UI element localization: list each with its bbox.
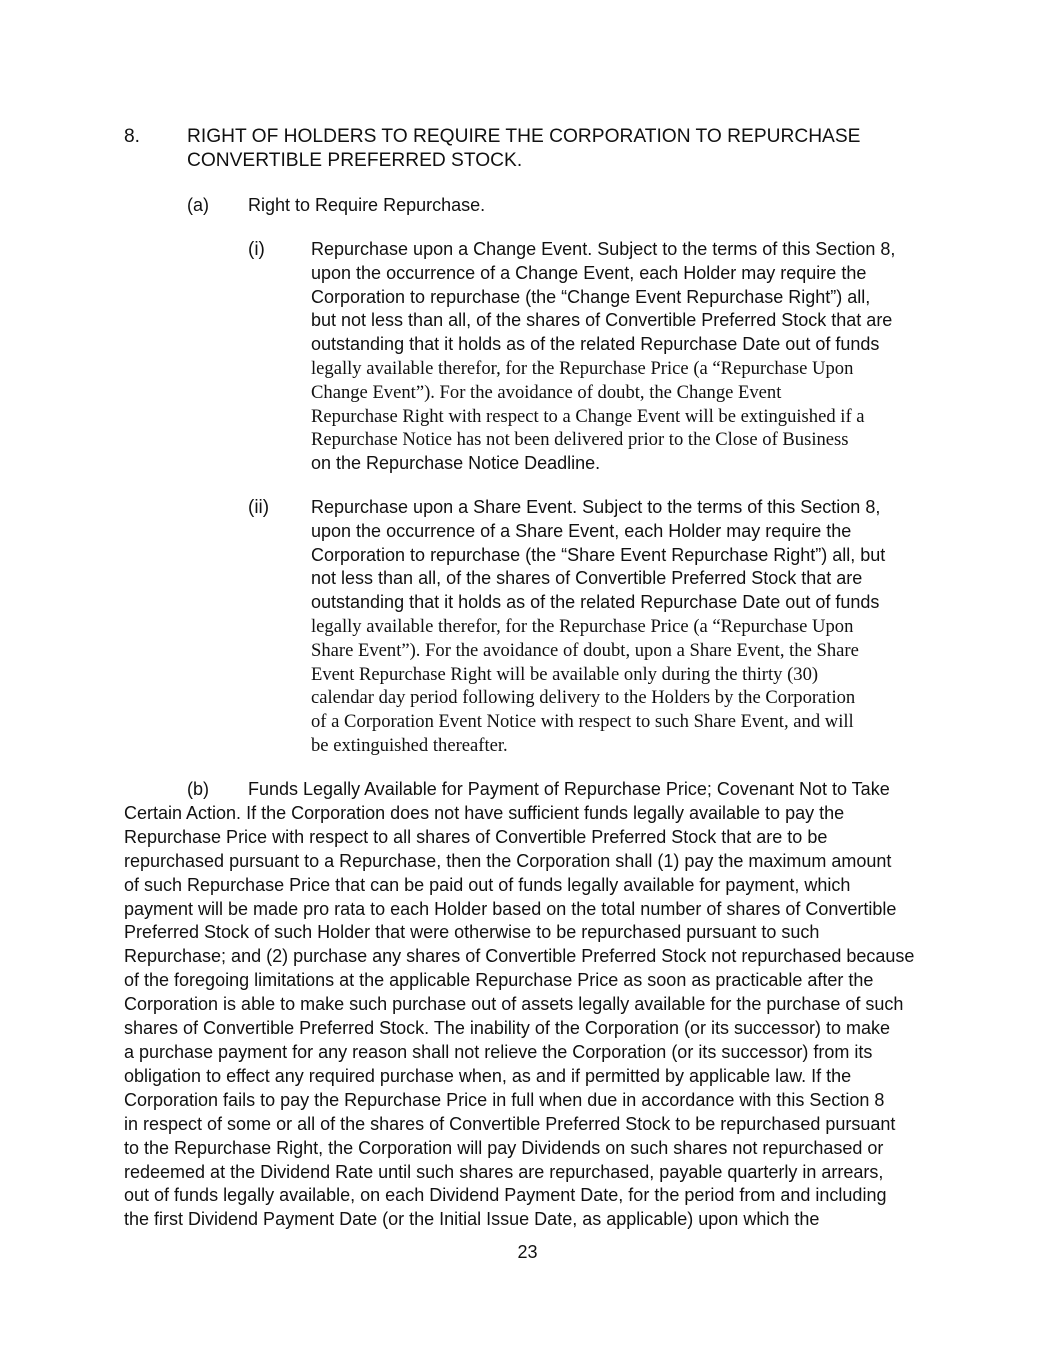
paragraph-line: Corporation to repurchase (the “Share Event Repurchase Right”) all, but — [311, 544, 886, 565]
paragraph-line: to the Repurchase Right, the Corporation will pay Dividends on such shares not repurchased or — [124, 1137, 884, 1158]
paragraph-line: of the foregoing limitations at the applicable Repurchase Price as soon as practicable after the — [124, 970, 874, 991]
paragraph-line: outstanding that it holds as of the related Repurchase Date out of funds — [311, 334, 880, 355]
subsection-b-label: (b) — [187, 779, 209, 799]
paragraph-line: payment will be made pro rata to each Holder based on the total number of shares of Convertible — [124, 898, 897, 919]
paragraph-line: Corporation fails to pay the Repurchase Price in full when due in accordance with this Section 8 — [124, 1089, 885, 1110]
paragraph-line: outstanding that it holds as of the related Repurchase Date out of funds — [311, 592, 880, 613]
page-number: 23 — [517, 1242, 538, 1262]
paragraph-line: Repurchase Price with respect to all shares of Convertible Preferred Stock that are to be — [124, 826, 828, 847]
subsection-b-paragraph — [124, 778, 944, 1232]
paragraph-line: on the Repurchase Notice Deadline. — [311, 453, 601, 474]
paragraph-line: repurchased pursuant to a Repurchase, then the Corporation shall (1) pay the maximum amount — [124, 850, 892, 871]
paragraph-line: the first Dividend Payment Date (or the Initial Issue Date, as applicable) upon which the — [124, 1209, 820, 1230]
item-ii-label: (ii) — [248, 497, 270, 518]
paragraph-line: Change Event”). For the avoidance of doubt, the Change Event — [311, 381, 782, 403]
item-i-body — [311, 238, 936, 476]
paragraph-line: Share Event”). For the avoidance of doubt, upon a Share Event, the Share — [311, 639, 859, 661]
paragraph-line: legally available therefor, for the Repurchase Price (a “Repurchase Upon — [311, 615, 854, 637]
paragraph-line: Repurchase upon a Share Event. Subject to the terms of this Section 8, — [311, 497, 881, 517]
paragraph-line: calendar day period following delivery to the Holders by the Corporation — [311, 687, 856, 709]
paragraph-line: shares of Convertible Preferred Stock. The inability of the Corporation (or its successor) to make — [124, 1018, 891, 1039]
item-i-label: (i) — [248, 239, 265, 260]
section-title-line: CONVERTIBLE PREFERRED STOCK. — [187, 150, 523, 171]
subsection-a-label: (a) — [187, 195, 209, 215]
paragraph-line: obligation to effect any required purchase when, as and if permitted by applicable law. If the — [124, 1065, 852, 1086]
paragraph-line: of a Corporation Event Notice with respect to such Share Event, and will — [311, 711, 854, 733]
paragraph-line: be extinguished thereafter. — [311, 734, 508, 756]
paragraph-line: Certain Action. If the Corporation does not have sufficient funds legally available to pay the — [124, 802, 845, 823]
paragraph-line: Preferred Stock of such Holder that were otherwise to be repurchased pursuant to such — [124, 922, 820, 943]
section-title — [187, 125, 927, 173]
paragraph-line: Repurchase upon a Change Event. Subject to the terms of this Section 8, — [311, 239, 896, 259]
paragraph-line: Event Repurchase Right will be available only during the thirty (30) — [311, 663, 819, 685]
item-ii-body — [311, 496, 936, 758]
paragraph-line: but not less than all, of the shares of Convertible Preferred Stock that are — [311, 310, 893, 331]
paragraph-line: not less than all, of the shares of Convertible Preferred Stock that are — [311, 568, 863, 589]
subsection-b-title: Funds Legally Available for Payment of Repurchase Price; Covenant Not to Take — [248, 779, 890, 799]
paragraph-line: upon the occurrence of a Share Event, each Holder may require the — [311, 520, 852, 541]
subsection-b-first-line — [124, 778, 944, 802]
paragraph-line: redeemed at the Dividend Rate until such shares are repurchased, payable quarterly in arrears, — [124, 1161, 884, 1182]
paragraph-line: Repurchase Notice has not been delivered prior to the Close of Business — [311, 429, 849, 451]
paragraph-line: Repurchase Right with respect to a Change Event will be extinguished if a — [311, 405, 865, 427]
paragraph-line: in respect of some or all of the shares of Convertible Preferred Stock to be repurchased pursuant — [124, 1113, 896, 1134]
subsection-a-title: Right to Require Repurchase. — [248, 195, 486, 215]
paragraph-line: out of funds legally available, on each Dividend Payment Date, for the period from and including — [124, 1185, 887, 1206]
paragraph-line: a purchase payment for any reason shall not relieve the Corporation (or its successor) from its — [124, 1041, 873, 1062]
paragraph-line: Repurchase; and (2) purchase any shares of Convertible Preferred Stock not repurchased because — [124, 946, 915, 967]
paragraph-line: legally available therefor, for the Repurchase Price (a “Repurchase Upon — [311, 357, 854, 379]
section-number: 8. — [124, 126, 141, 147]
subsection-a-heading — [187, 193, 485, 217]
paragraph-line: of such Repurchase Price that can be paid out of funds legally available for payment, which — [124, 874, 851, 895]
section-title-line: RIGHT OF HOLDERS TO REQUIRE THE CORPORATION TO REPURCHASE — [187, 126, 861, 147]
paragraph-line: Corporation is able to make such purchase out of assets legally available for the purchase of such — [124, 994, 904, 1015]
paragraph-line: Corporation to repurchase (the “Change Event Repurchase Right”) all, — [311, 286, 871, 307]
paragraph-line: upon the occurrence of a Change Event, each Holder may require the — [311, 262, 867, 283]
